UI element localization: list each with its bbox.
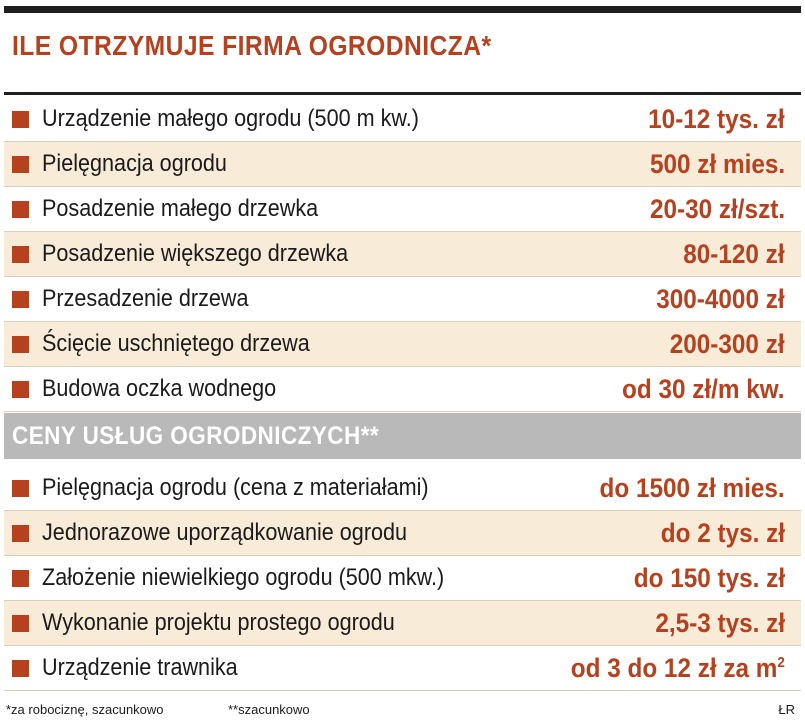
service-label: Posadzenie większego drzewka (42, 240, 349, 267)
price-row-12 (4, 646, 801, 691)
author-credit: ŁR (778, 702, 795, 717)
price-row-7 (4, 367, 801, 412)
service-label: Wykonanie projektu prostego ogrodu (42, 609, 395, 636)
square-bullet-icon (12, 525, 29, 542)
section-divider (4, 92, 801, 95)
price-row-3 (4, 187, 801, 232)
square-bullet-icon (12, 246, 29, 263)
price-row-5 (4, 277, 801, 322)
service-label: Pielęgnacja ogrodu (42, 150, 227, 177)
footnote-2: **szacunkowo (228, 702, 310, 717)
service-label: Ścięcie uschniętego drzewa (42, 330, 310, 357)
service-label: Urządzenie małego ogrodu (500 m kw.) (42, 105, 419, 132)
square-bullet-icon (12, 570, 29, 587)
price-row-4 (4, 232, 801, 277)
price-row-10 (4, 556, 801, 601)
price-row-9 (4, 511, 801, 556)
service-label: Urządzenie trawnika (42, 654, 238, 681)
service-label: Jednorazowe uporządkowanie ogrodu (42, 519, 408, 546)
service-label: Budowa oczka wodnego (42, 375, 277, 402)
page-title: ILE OTRZYMUJE FIRMA OGRODNICZA* (12, 30, 492, 61)
price-value: 10-12 tys. zł (648, 103, 785, 134)
price-value: 500 zł mies. (649, 148, 785, 179)
section-title: CENY USŁUG OGRODNICZYCH** (12, 421, 380, 450)
service-label: Pielęgnacja ogrodu (cena z materiałami) (42, 474, 429, 501)
price-value: 80-120 zł (683, 238, 785, 269)
square-bullet-icon (12, 201, 29, 218)
price-row-2 (4, 142, 801, 187)
top-rule (4, 6, 801, 13)
service-label: Założenie niewielkiego ogrodu (500 mkw.) (42, 564, 445, 591)
price-value: 300-4000 zł (656, 283, 785, 314)
square-bullet-icon (12, 660, 29, 677)
superscript: 2 (777, 653, 785, 671)
price-row-6 (4, 322, 801, 367)
square-bullet-icon (12, 156, 29, 173)
price-value (571, 653, 785, 684)
square-bullet-icon (12, 381, 29, 398)
price-row-11 (4, 601, 801, 646)
price-value-text: od 3 do 12 zł za m (570, 652, 778, 683)
price-value: od 30 zł/m kw. (622, 373, 785, 404)
square-bullet-icon (12, 291, 29, 308)
price-value: do 150 tys. zł (633, 562, 785, 593)
section-header (4, 413, 801, 459)
price-value: do 1500 zł mies. (599, 472, 785, 503)
service-label: Przesadzenie drzewa (42, 285, 249, 312)
footnote-1: *za robociznę, szacunkowo (6, 702, 164, 717)
footnotes (6, 702, 801, 720)
square-bullet-icon (12, 111, 29, 128)
square-bullet-icon (12, 615, 29, 632)
square-bullet-icon (12, 480, 29, 497)
price-row-8 (4, 466, 801, 511)
square-bullet-icon (12, 336, 29, 353)
price-value: 200-300 zł (670, 328, 785, 359)
price-value: do 2 tys. zł (660, 517, 785, 548)
price-value: 2,5-3 tys. zł (655, 607, 785, 638)
price-row-1 (4, 97, 801, 142)
price-value: 20-30 zł/szt. (649, 193, 785, 224)
service-label: Posadzenie małego drzewka (42, 195, 319, 222)
